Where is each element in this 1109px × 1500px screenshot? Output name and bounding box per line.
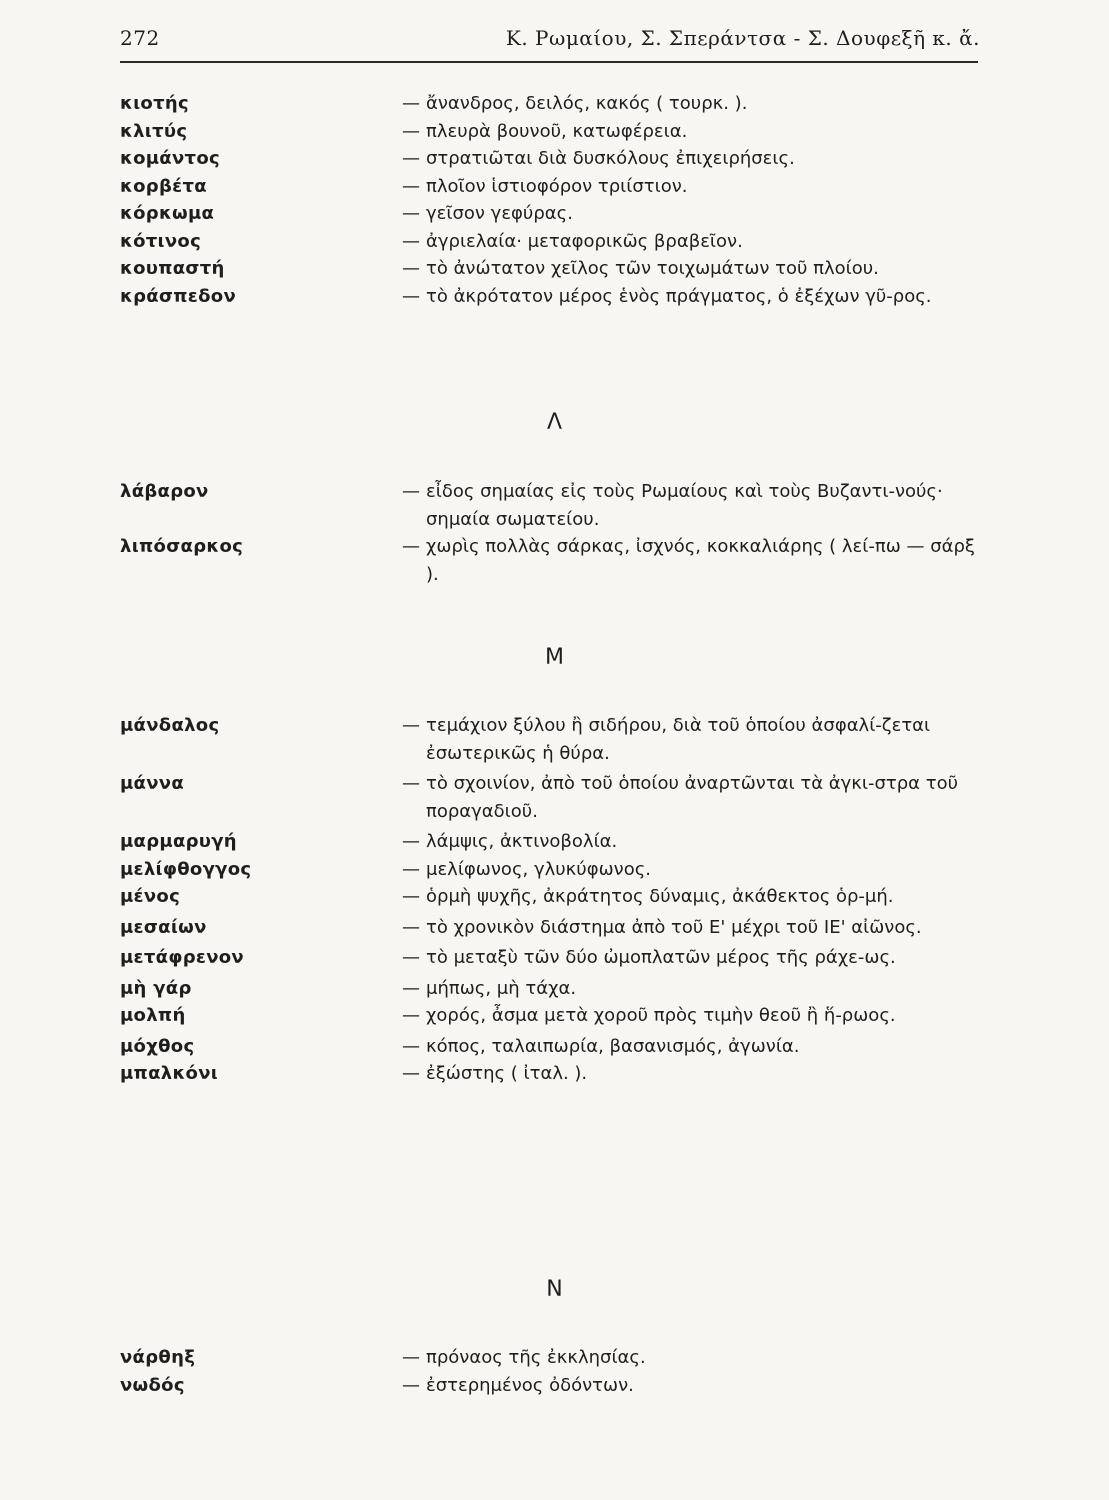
entry-term: κομάντος <box>120 148 220 169</box>
glossary-entry: μαρμαρυγή — λάμψις, ἀκτινοβολία. <box>0 828 1109 856</box>
running-title: Κ. Ρωμαίου, Σ. Σπεράντσα - Σ. Δουφεξῆ κ. ἄ. <box>505 26 980 50</box>
entry-term: μεσαίων <box>120 916 207 938</box>
entry-definition: εἶδος σημαίας εἰς τοὺς Ρωμαίους καὶ τοὺς Βυζαντι-νούς· σημαία σωματείου. <box>426 481 943 530</box>
entry-definition: τὸ σχοινίον, ἀπὸ τοῦ ὁποίου ἀναρτῶνται τὰ ἀγκι-στρα τοῦ πoραγαδιοῦ. <box>426 773 959 822</box>
entry-definition: χωρὶς πολλὰς σάρκας, ἰσχνός, κοκκαλιάρης ( λεί-πω — σάρξ ). <box>426 536 975 585</box>
entry-term: μελίφθογγος <box>120 858 252 880</box>
entry-term: μπαλκόνι <box>120 1063 219 1084</box>
glossary-entry: νωδός — ἐστερημένος ὀδόντων. <box>0 1372 1109 1400</box>
entry-term: μάνδαλος <box>120 715 220 736</box>
entry-term: λιπόσαρκος <box>120 536 244 557</box>
entry-definition: πλευρὰ βουνοῦ, κατωφέρεια. <box>426 120 688 142</box>
glossary-entry: κότινος — ἀγριελαία· μεταφορικῶς βραβεῖον. <box>0 228 1109 256</box>
glossary-entry: μελίφθογγος — μελίφωνος, γλυκύφωνος. <box>0 856 1109 884</box>
entry-definition: ἀγριελαία· μεταφορικῶς βραβεῖον. <box>426 230 743 252</box>
glossary-entry: κομάντος — στρατιῶται διὰ δυσκόλους ἐπιχειρήσεις. <box>0 145 1109 173</box>
entry-term: κορβέτα <box>120 175 207 197</box>
entry-term: νάρθηξ <box>120 1347 196 1368</box>
glossary-entry: μάνδαλος — τεμάχιον ξύλου ἢ σιδήρου, διὰ τοῦ ὁποίου ἀσφαλί-ζεται ἐσωτερικῶς ἡ θύρα. <box>0 712 1109 767</box>
entry-definition: στρατιῶται διὰ δυσκόλους ἐπιχειρήσεις. <box>426 148 795 169</box>
entry-definition: ὁρμὴ ψυχῆς, ἀκράτητος δύναμις, ἀκάθεκτος ὁρ-μή. <box>426 886 894 907</box>
entry-term: νωδός <box>120 1374 185 1396</box>
glossary-entry: νάρθηξ — πρόναος τῆς ἐκκλησίας. <box>0 1344 1109 1372</box>
glossary-entry: μὴ γάρ — μήπως, μὴ τάχα. <box>0 975 1109 1003</box>
section-letter-l: Λ <box>546 410 563 435</box>
entry-term: μὴ γάρ <box>120 977 192 999</box>
entry-definition: γεῖσον γεφύρας. <box>426 203 573 224</box>
entry-definition: τὸ ἀνώτατον χεῖλος τῶν τοιχωμάτων τοῦ πλοίου. <box>426 258 879 279</box>
entry-term: μαρμαρυγή <box>120 831 237 852</box>
glossary-entry: κουπαστή — τὸ ἀνώτατον χεῖλος τῶν τοιχωμάτων τοῦ πλοίου. <box>0 255 1109 283</box>
glossary-entry: μάννα — τὸ σχοινίον, ἀπὸ τοῦ ὁποίου ἀναρτῶνται τὰ ἀγκι-στρα τοῦ πoραγαδιοῦ. <box>0 770 1109 825</box>
page-number: 272 <box>120 26 160 50</box>
entry-definition: μελίφωνος, γλυκύφωνος. <box>426 858 651 880</box>
section-n <box>0 1344 1109 1399</box>
section-l <box>0 478 1109 588</box>
header-rule <box>120 61 978 63</box>
glossary-entry: κόρκωμα — γεῖσον γεφύρας. <box>0 200 1109 228</box>
glossary-entry: κορβέτα — πλοῖον ἱστιοφόρον τριίστιον. <box>0 173 1109 201</box>
entry-term: κιοτής <box>120 93 189 114</box>
glossary-entry: μολπή — χορός, ἆσμα μετὰ χοροῦ πρὸς τιμὴν θεοῦ ἢ ἥ-ρωος. <box>0 1002 1109 1030</box>
glossary-entry: μόχθος — κόπος, ταλαιπωρία, βασανισμός, ἀγωνία. <box>0 1033 1109 1061</box>
glossary-entry: μένος — ὁρμὴ ψυχῆς, ἀκράτητος δύναμις, ἀκάθεκτος ὁρ-μή. <box>0 883 1109 911</box>
entry-term: κότινος <box>120 230 202 252</box>
entry-definition: τὸ μεταξὺ τῶν δύο ὠμοπλατῶν μέρος τῆς ράχε-ως. <box>426 947 896 968</box>
entry-definition: ἄνανδρος, δειλός, κακός ( τουρκ. ). <box>426 93 748 114</box>
entry-definition: τὸ ἀκρότατον μέρος ἑνὸς πράγματος, ὁ ἐξέχων γῦ-ρος. <box>426 285 932 307</box>
glossary-entry: μετάφρενον — τὸ μεταξὺ τῶν δύο ὠμοπλατῶν μέρος τῆς ράχε-ως. <box>0 944 1109 972</box>
glossary-entry: κράσπεδον — τὸ ἀκρότατον μέρος ἑνὸς πράγματος, ὁ ἐξέχων γῦ-ρος. <box>0 283 1109 311</box>
entry-term: μόχθος <box>120 1035 195 1057</box>
entry-definition: χορός, ἆσμα μετὰ χοροῦ πρὸς τιμὴν θεοῦ ἢ ἥ-ρωος. <box>426 1005 896 1026</box>
entry-term: λάβαρον <box>120 481 209 502</box>
glossary-entry: λιπόσαρκος — χωρὶς πολλὰς σάρκας, ἰσχνός, κοκκαλιάρης ( λεί-πω — σάρξ ). <box>0 533 1109 588</box>
entry-term: μένος <box>120 886 181 907</box>
glossary-entry: λάβαρον — εἶδος σημαίας εἰς τοὺς Ρωμαίους καὶ τοὺς Βυζαντι-νούς· σημαία σωματείου. <box>0 478 1109 533</box>
entry-term: κράσπεδον <box>120 285 237 307</box>
entry-term: κλιτύς <box>120 120 188 142</box>
entry-definition: ἐστερημένος ὀδόντων. <box>426 1374 634 1396</box>
section-k <box>0 90 1109 310</box>
glossary-entry: μπαλκόνι — ἐξώστης ( ἰταλ. ). <box>0 1060 1109 1088</box>
glossary-entry: κλιτύς — πλευρὰ βουνοῦ, κατωφέρεια. <box>0 118 1109 146</box>
glossary-entry: κιοτής — ἄνανδρος, δειλός, κακός ( τουρκ. ). <box>0 90 1109 118</box>
section-m <box>0 712 1109 1088</box>
entry-term: κόρκωμα <box>120 203 215 224</box>
entry-definition: λάμψις, ἀκτινοβολία. <box>426 831 618 852</box>
entry-definition: τεμάχιον ξύλου ἢ σιδήρου, διὰ τοῦ ὁποίου ἀσφαλί-ζεται ἐσωτερικῶς ἡ θύρα. <box>426 715 931 764</box>
entry-term: μολπή <box>120 1005 186 1026</box>
glossary-entry: μεσαίων — τὸ χρονικὸν διάστημα ἀπὸ τοῦ Ε' μέχρι τοῦ ΙΕ' αἰῶνος. <box>0 914 1109 942</box>
entry-term: μετάφρενον <box>120 947 244 968</box>
page-header <box>120 22 980 62</box>
entry-definition: μήπως, μὴ τάχα. <box>426 977 577 999</box>
entry-definition: ἐξώστης ( ἰταλ. ). <box>426 1063 588 1084</box>
entry-definition: πλοῖον ἱστιοφόρον τριίστιον. <box>426 175 688 197</box>
section-letter-m: Μ <box>545 645 564 670</box>
section-letter-n: Ν <box>546 1277 563 1302</box>
entry-definition: πρόναος τῆς ἐκκλησίας. <box>426 1347 646 1368</box>
entry-definition: κόπος, ταλαιπωρία, βασανισμός, ἀγωνία. <box>426 1035 800 1057</box>
entry-term: μάννα <box>120 773 184 794</box>
entry-term: κουπαστή <box>120 258 225 279</box>
entry-definition: τὸ χρονικὸν διάστημα ἀπὸ τοῦ Ε' μέχρι τοῦ ΙΕ' αἰῶνος. <box>426 916 922 938</box>
